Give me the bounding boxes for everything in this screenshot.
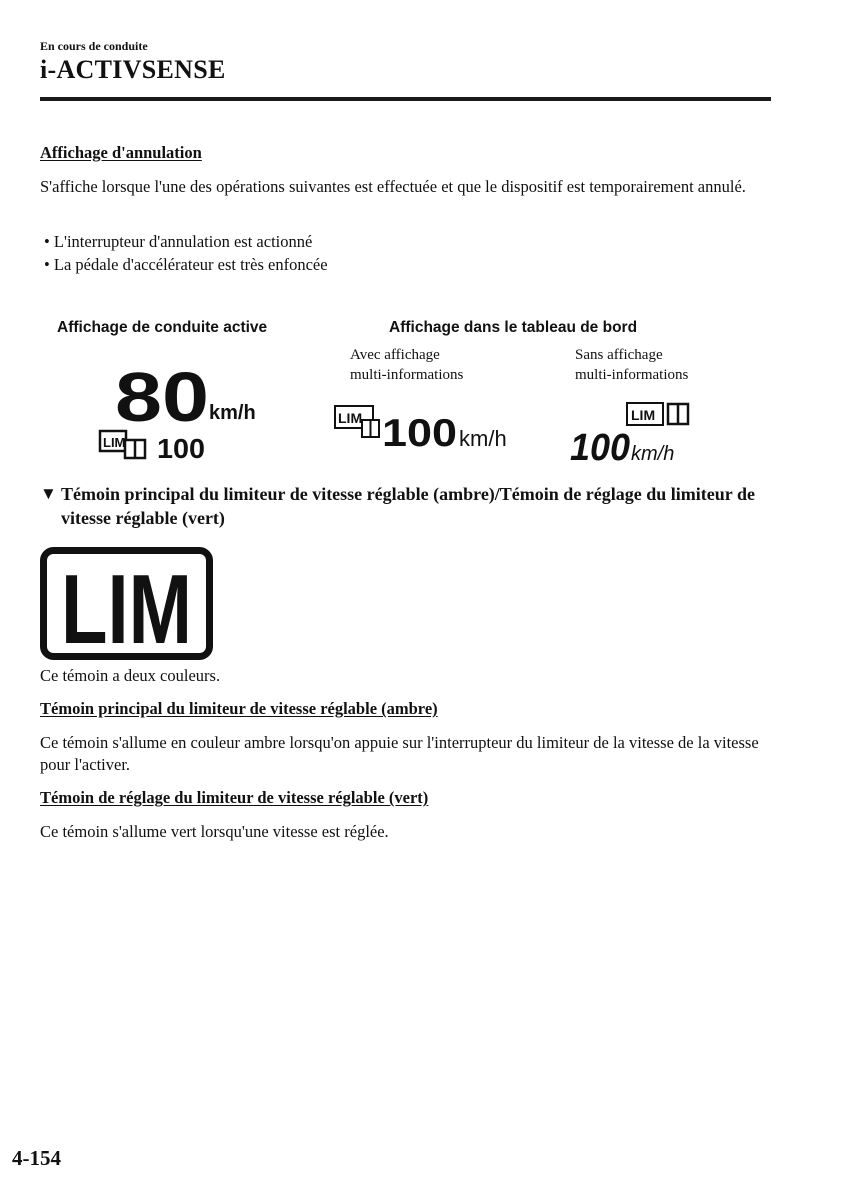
list-item: • L'interrupteur d'annulation est actionné [44, 232, 313, 251]
section-label: En cours de conduite [40, 39, 148, 53]
page-number: 4-154 [12, 1146, 61, 1170]
lim-indicator-icon [40, 547, 213, 660]
page-title: i-ACTIVSENSE [40, 55, 226, 84]
with-multi-lim-text: LIM [338, 410, 363, 426]
with-multi-unit: km/h [459, 426, 507, 451]
without-multi-lim-text: LIM [631, 407, 656, 423]
active-display-label: Affichage de conduite active [57, 319, 268, 336]
without-multi-unit: km/h [631, 443, 675, 465]
cancel-display-heading: Affichage d'annulation [40, 143, 202, 162]
dashboard-label: Affichage dans le tableau de bord [389, 319, 638, 336]
amber-description: Ce témoin s'allume en couleur ambre lorsqu'on appuie sur l'interrupteur du limiteur de la vitesse de la vitesse pour l'activer. [40, 733, 759, 774]
without-multi-info-label [575, 345, 688, 385]
with-multi-speed: 100 [382, 412, 457, 455]
indicator-heading [40, 482, 760, 530]
title-divider [40, 97, 771, 101]
without-multi-speed: 100 [570, 427, 630, 466]
without-multi-label-line1: Sans affichage [575, 347, 663, 363]
active-speed-value: 80 [115, 358, 209, 436]
with-multi-label-line1: Avec affichage [350, 347, 440, 363]
lim-indicator-text: LIM [61, 554, 192, 660]
dashboard-without-multi-display [565, 400, 695, 466]
cancel-display-description: S'affiche lorsque l'une des opérations suivantes est effectuée et que le dispositif est temporairement annulé. [40, 177, 746, 196]
dashboard-with-multi-display [332, 400, 522, 455]
active-driving-display [95, 358, 270, 466]
indicator-heading-text: Témoin principal du limiteur de vitesse réglable (ambre)/Témoin de réglage du limiteur de vitesse réglable (vert) [61, 484, 755, 528]
bullet-text: L'interrupteur d'annulation est actionné [53, 232, 313, 251]
active-speed-unit: km/h [209, 402, 256, 424]
two-colors-text: Ce témoin a deux couleurs. [40, 666, 221, 685]
with-multi-label-line2: multi-informations [350, 367, 464, 383]
bullet-text: La pédale d'accélérateur est très enfoncée [53, 255, 328, 274]
list-item: • La pédale d'accélérateur est très enfoncée [44, 255, 328, 274]
green-heading: Témoin de réglage du limiteur de vitesse réglable (vert) [40, 788, 429, 807]
amber-heading: Témoin principal du limiteur de vitesse réglable (ambre) [40, 699, 438, 718]
with-multi-info-label [350, 345, 463, 385]
active-lim-text: LIM [103, 435, 126, 450]
triangle-marker-icon: ▼ [40, 484, 57, 503]
active-set-speed: 100 [157, 433, 205, 464]
green-description: Ce témoin s'allume vert lorsqu'une vitesse est réglée. [40, 822, 389, 841]
without-multi-label-line2: multi-informations [575, 367, 689, 383]
